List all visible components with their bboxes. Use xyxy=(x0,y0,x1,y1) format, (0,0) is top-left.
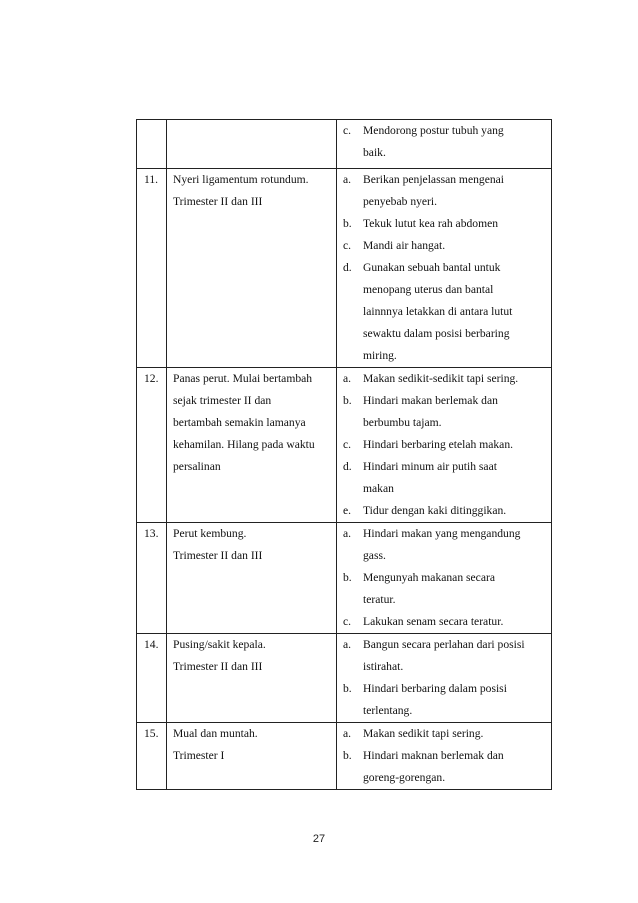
number-cell: 13. xyxy=(137,523,167,634)
complaint-cell xyxy=(167,634,337,723)
advice-letter: a. xyxy=(343,173,352,186)
advice-letter: a. xyxy=(343,638,352,651)
complaint-line: Pusing/sakit kepala. xyxy=(173,638,266,651)
advice-cell xyxy=(337,723,552,790)
number-cell: 15. xyxy=(137,723,167,790)
advice-item xyxy=(343,213,547,235)
advice-item xyxy=(343,257,547,367)
complaint-line: Trimester II dan III xyxy=(173,195,263,208)
complaint-line: Panas perut. Mulai bertambah xyxy=(173,372,313,385)
advice-item xyxy=(343,235,547,257)
complaint-line: sejak trimester II dan xyxy=(173,394,272,407)
advice-line: baik. xyxy=(363,146,386,159)
advice-cell xyxy=(337,120,552,169)
advice-letter: b. xyxy=(343,682,352,695)
advice-letter: d. xyxy=(343,460,352,473)
advice-letter: c. xyxy=(343,124,352,137)
advice-letter: c. xyxy=(343,615,352,628)
table-row xyxy=(137,368,552,523)
advice-line: Hindari makan berlemak dan xyxy=(363,394,498,407)
complaint-line: persalinan xyxy=(173,460,221,473)
page-number: 27 xyxy=(312,833,326,845)
advice-line: Hindari makan yang mengandung xyxy=(363,527,521,540)
complaint-line: Trimester II dan III xyxy=(173,549,263,562)
advice-item xyxy=(343,678,547,722)
table-row xyxy=(137,169,552,368)
advice-line: Hindari maknan berlemak dan xyxy=(363,749,504,762)
advice-line: Tekuk lutut kea rah abdomen xyxy=(363,217,499,230)
advice-cell xyxy=(337,634,552,723)
advice-line: Berikan penjelassan mengenai xyxy=(363,173,505,186)
complaint-line: Trimester I xyxy=(173,749,225,762)
complaint-line: Perut kembung. xyxy=(173,527,247,540)
advice-cell xyxy=(337,169,552,368)
advice-line: berbumbu tajam. xyxy=(363,416,442,429)
table-body xyxy=(137,120,552,790)
advice-letter: a. xyxy=(343,527,352,540)
advice-line: Hindari berbaring etelah makan. xyxy=(363,438,514,451)
number-cell xyxy=(137,120,167,169)
advice-cell xyxy=(337,523,552,634)
number-cell: 11. xyxy=(137,169,167,368)
advice-item xyxy=(343,368,547,390)
advice-letter: b. xyxy=(343,217,352,230)
pregnancy-complaints-table xyxy=(136,119,552,790)
complaint-line: bertambah semakin lamanya xyxy=(173,416,306,429)
advice-letter: c. xyxy=(343,239,352,252)
advice-letter: b. xyxy=(343,394,352,407)
number-cell: 12. xyxy=(137,368,167,523)
advice-line: penyebab nyeri. xyxy=(363,195,438,208)
advice-item xyxy=(343,567,547,611)
advice-item xyxy=(343,120,547,164)
advice-line: Lakukan senam secara teratur. xyxy=(363,615,504,628)
advice-line: istirahat. xyxy=(363,660,404,673)
advice-line: Gunakan sebuah bantal untuk xyxy=(363,261,501,274)
advice-line: gass. xyxy=(363,549,386,562)
advice-line: Mengunyah makanan secara xyxy=(363,571,495,584)
advice-item xyxy=(343,611,547,633)
advice-item xyxy=(343,634,547,678)
table-row-continuation xyxy=(137,120,552,169)
table-row xyxy=(137,723,552,790)
advice-cell xyxy=(337,368,552,523)
advice-line: Hindari minum air putih saat xyxy=(363,460,497,473)
advice-line: menopang uterus dan bantal xyxy=(363,283,494,296)
advice-letter: b. xyxy=(343,571,352,584)
complaint-cell xyxy=(167,169,337,368)
advice-item xyxy=(343,434,547,456)
complaint-cell xyxy=(167,723,337,790)
advice-line: Bangun secara perlahan dari posisi xyxy=(363,638,525,651)
complaint-cell xyxy=(167,368,337,523)
advice-line: teratur. xyxy=(363,593,396,606)
advice-line: Makan sedikit tapi sering. xyxy=(363,727,484,740)
advice-item xyxy=(343,723,547,745)
advice-letter: c. xyxy=(343,438,352,451)
advice-line: lainnnya letakkan di antara lutut xyxy=(363,305,513,318)
complaint-cell xyxy=(167,120,337,169)
advice-line: Mandi air hangat. xyxy=(363,239,446,252)
table-row xyxy=(137,523,552,634)
advice-item xyxy=(343,456,547,500)
advice-letter: b. xyxy=(343,749,352,762)
advice-letter: e. xyxy=(343,504,352,517)
advice-letter: a. xyxy=(343,727,352,740)
advice-item xyxy=(343,169,547,213)
advice-line: Mendorong postur tubuh yang xyxy=(363,124,504,137)
complaint-cell xyxy=(167,523,337,634)
advice-line: terlentang. xyxy=(363,704,413,717)
complaint-line: Mual dan muntah. xyxy=(173,727,258,740)
table-row xyxy=(137,634,552,723)
advice-line: Makan sedikit-sedikit tapi sering. xyxy=(363,372,519,385)
advice-line: makan xyxy=(363,482,394,495)
number-cell: 14. xyxy=(137,634,167,723)
advice-item xyxy=(343,390,547,434)
advice-line: miring. xyxy=(363,349,397,362)
advice-line: goreng-gorengan. xyxy=(363,771,446,784)
advice-letter: d. xyxy=(343,261,352,274)
complaint-line: kehamilan. Hilang pada waktu xyxy=(173,438,315,451)
advice-item xyxy=(343,745,547,789)
advice-line: Tidur dengan kaki ditinggikan. xyxy=(363,504,507,517)
advice-item xyxy=(343,523,547,567)
advice-letter: a. xyxy=(343,372,352,385)
complaint-line: Trimester II dan III xyxy=(173,660,263,673)
complaint-line: Nyeri ligamentum rotundum. xyxy=(173,173,309,186)
advice-line: sewaktu dalam posisi berbaring xyxy=(363,327,510,340)
advice-line: Hindari berbaring dalam posisi xyxy=(363,682,507,695)
advice-item xyxy=(343,500,547,522)
